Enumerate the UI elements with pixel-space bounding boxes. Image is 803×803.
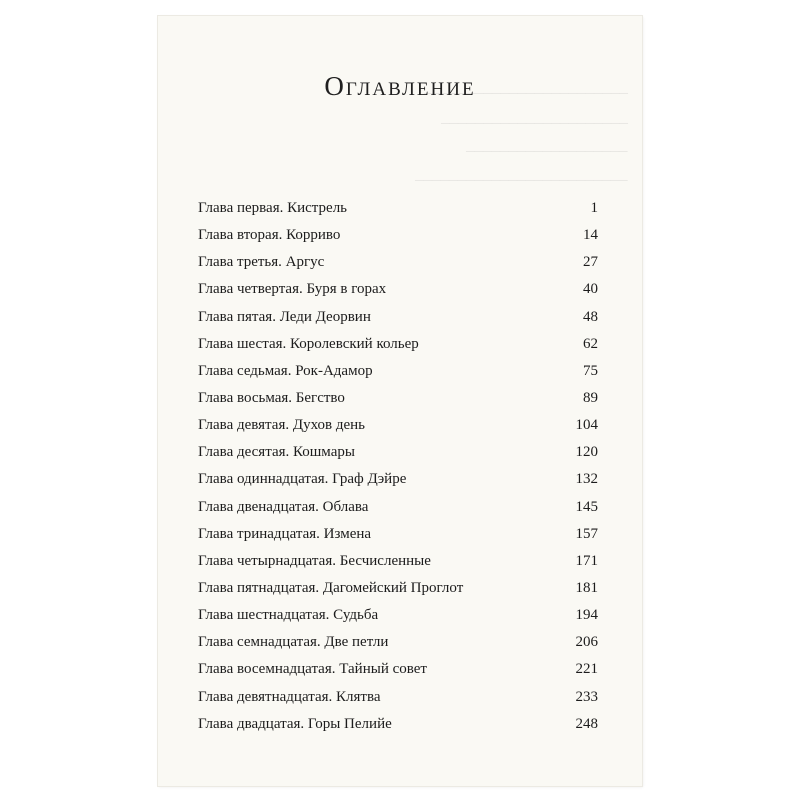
toc-entry-label: Глава пятая. Леди Деорвин — [198, 308, 371, 325]
toc-entry-page: 132 — [575, 471, 598, 488]
toc-entry[interactable] — [198, 607, 598, 634]
toc-entry-label: Глава седьмая. Рок-Адамор — [198, 362, 373, 379]
toc-entry-label: Глава вторая. Корриво — [198, 227, 341, 244]
bleed-through-line: ─────────────────── — [466, 144, 628, 158]
toc-entry-page: 206 — [575, 634, 598, 651]
toc-entry-label: Глава третья. Аргус — [198, 254, 325, 271]
toc-entry-label: Глава девятнадцатая. Клятва — [198, 688, 381, 705]
toc-entry[interactable] — [198, 661, 598, 688]
toc-entry[interactable] — [198, 254, 598, 281]
toc-entry-page: 157 — [575, 525, 598, 542]
toc-entry-page: 89 — [583, 389, 598, 406]
bleed-through-line: ────────────────────── — [440, 116, 628, 130]
toc-entry[interactable] — [198, 716, 598, 743]
toc-entry-page: 145 — [575, 498, 598, 515]
toc-entry-label: Глава двадцатая. Горы Пелийе — [198, 715, 392, 732]
toc-entry-label: Глава шестая. Королевский кольер — [198, 335, 419, 352]
toc-entry[interactable] — [198, 689, 598, 716]
toc-entry[interactable] — [198, 390, 598, 417]
toc-entry-label: Глава четырнадцатая. Бесчисленные — [198, 552, 431, 569]
toc-entry-page: 181 — [575, 579, 598, 596]
bleed-through-line: ───────────────────────── — [415, 173, 628, 187]
toc-entry-label: Глава восемнадцатая. Тайный совет — [198, 661, 427, 678]
bleed-through-line: ──────────────────────── — [423, 86, 628, 100]
toc-entry-page: 194 — [575, 607, 598, 624]
toc-entry-page: 248 — [575, 715, 598, 732]
toc-entry-label: Глава двенадцатая. Облава — [198, 498, 369, 515]
toc-entry-label: Глава десятая. Кошмары — [198, 444, 355, 461]
toc-entry[interactable] — [198, 281, 598, 308]
toc-entry-label: Глава пятнадцатая. Дагомейский Проглот — [198, 579, 464, 596]
toc-entry-label: Глава тринадцатая. Измена — [198, 525, 372, 542]
toc-entry[interactable] — [198, 309, 598, 336]
toc-entry-label: Глава одиннадцатая. Граф Дэйре — [198, 471, 407, 488]
toc-entry-page: 40 — [583, 281, 598, 298]
toc-entry-label: Глава шестнадцатая. Судьба — [198, 607, 379, 624]
toc-entry-page: 221 — [575, 661, 598, 678]
toc-entry[interactable] — [198, 553, 598, 580]
toc-entry-label: Глава девятая. Духов день — [198, 417, 365, 434]
toc-entry-label: Глава первая. Кистрель — [198, 200, 348, 216]
toc-entry-label: Глава семнадцатая. Две петли — [198, 634, 389, 651]
toc-entry[interactable] — [198, 499, 598, 526]
toc-entry-page: 171 — [575, 552, 598, 569]
toc-list — [198, 200, 598, 743]
toc-entry-page: 104 — [575, 417, 598, 434]
toc-entry[interactable] — [198, 417, 598, 444]
toc-entry[interactable] — [198, 580, 598, 607]
toc-entry[interactable] — [198, 227, 598, 254]
toc-entry[interactable] — [198, 363, 598, 390]
toc-entry-page: 27 — [583, 254, 598, 271]
toc-entry-page: 120 — [575, 444, 598, 461]
toc-entry-page: 14 — [583, 227, 598, 244]
toc-entry[interactable] — [198, 526, 598, 553]
toc-entry-page: 48 — [583, 308, 598, 325]
toc-entry[interactable] — [198, 471, 598, 498]
toc-entry-page: 1 — [590, 200, 598, 216]
book-page — [158, 16, 642, 786]
toc-entry-page: 75 — [583, 362, 598, 379]
toc-entry[interactable] — [198, 444, 598, 471]
toc-entry[interactable] — [198, 634, 598, 661]
toc-entry[interactable] — [198, 336, 598, 363]
toc-entry-page: 233 — [575, 688, 598, 705]
toc-entry-page: 62 — [583, 335, 598, 352]
toc-entry-label: Глава четвертая. Буря в горах — [198, 281, 387, 298]
toc-entry-label: Глава восьмая. Бегство — [198, 389, 345, 406]
toc-entry[interactable] — [198, 200, 598, 227]
toc-heading: Оглавление — [324, 71, 476, 101]
